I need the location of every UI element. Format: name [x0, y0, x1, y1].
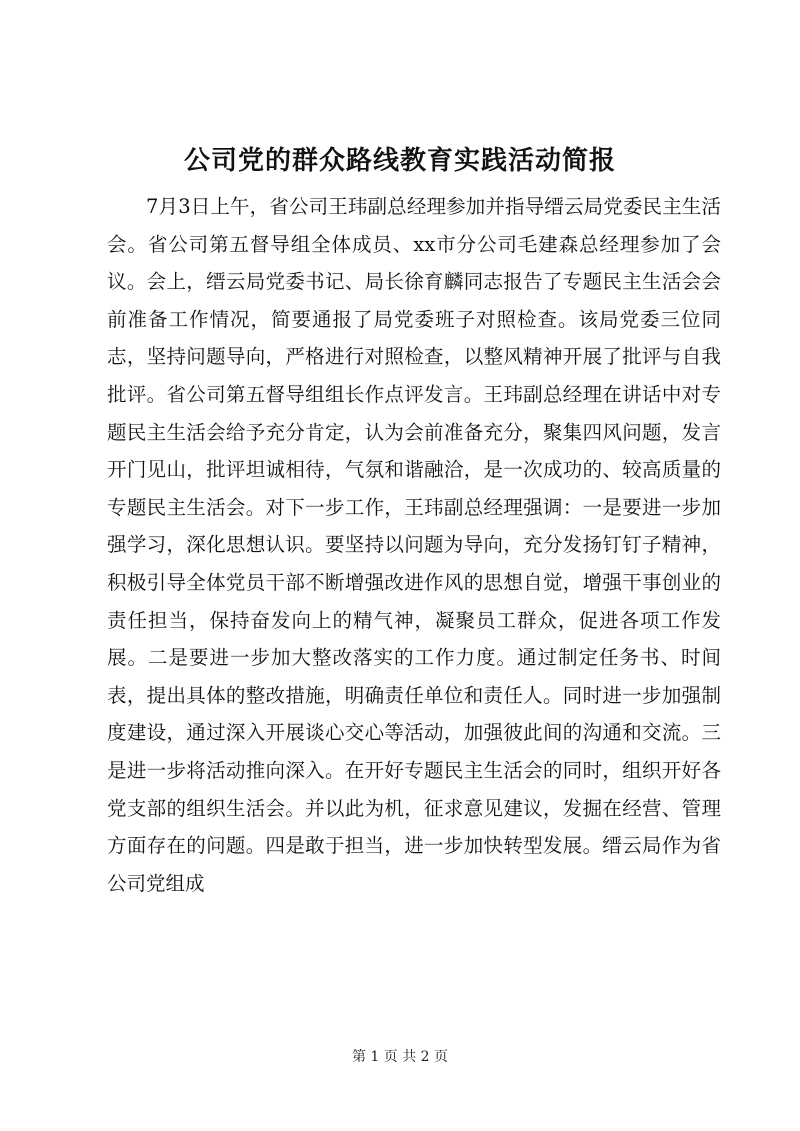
page-number-footer: 第 1 页 共 2 页	[351, 1049, 449, 1065]
document-title: 公司党的群众路线教育实践活动简报	[183, 146, 616, 176]
body-paragraph: 7月3日上午，省公司王玮副总经理参加并指导缙云局党委民主生活会。省公司第五督导组全体成员、xx市分公司毛建森总经理参加了会议。会上，缙云局党委书记、局长徐育麟同志报告了专题民主生活会会前准备工作情况，简要通报了局党委班子对照检查。该局党委三位同志，坚持问题导向，严格进行对照检查，以整风精神开展了批评与自我批评。省公司第五督导组组长作点评发言。王玮副总经理在讲话中对专题民主生活会给予充分肯定，认为会前准备充分，聚集四风问题，发言开门见山，批评坦诚相待，气氛和谐融洽，是一次成功的、较高质量的专题民主生活会。对下一步工作，王玮副总经理强调：一是要进一步加强学习，深化思想认识。要坚持以问题为导向，充分发扬钉钉子精神，积极引导全体党员干部不断增强改进作风的思想自觉，增强干事创业的责任担当，保持奋发向上的精气神，凝聚员工群众，促进各项工作发展。二是要进一步加大整改落实的工作力度。通过制定任务书、时间表，提出具体的整改措施，明确责任单位和责任人。同时进一步加强制度建设，通过深入开展谈心交心等活动，加强彼此间的沟通和交流。三是进一步将活动推向深入。在开好专题民主生活会的同时，组织开好各党支部的组织生活会。并以此为机，征求意见建议，发掘在经营、管理方面存在的问题。四是敢于担当，进一步加快转型发展。缙云局作为省公司党组成	[107, 195, 721, 895]
